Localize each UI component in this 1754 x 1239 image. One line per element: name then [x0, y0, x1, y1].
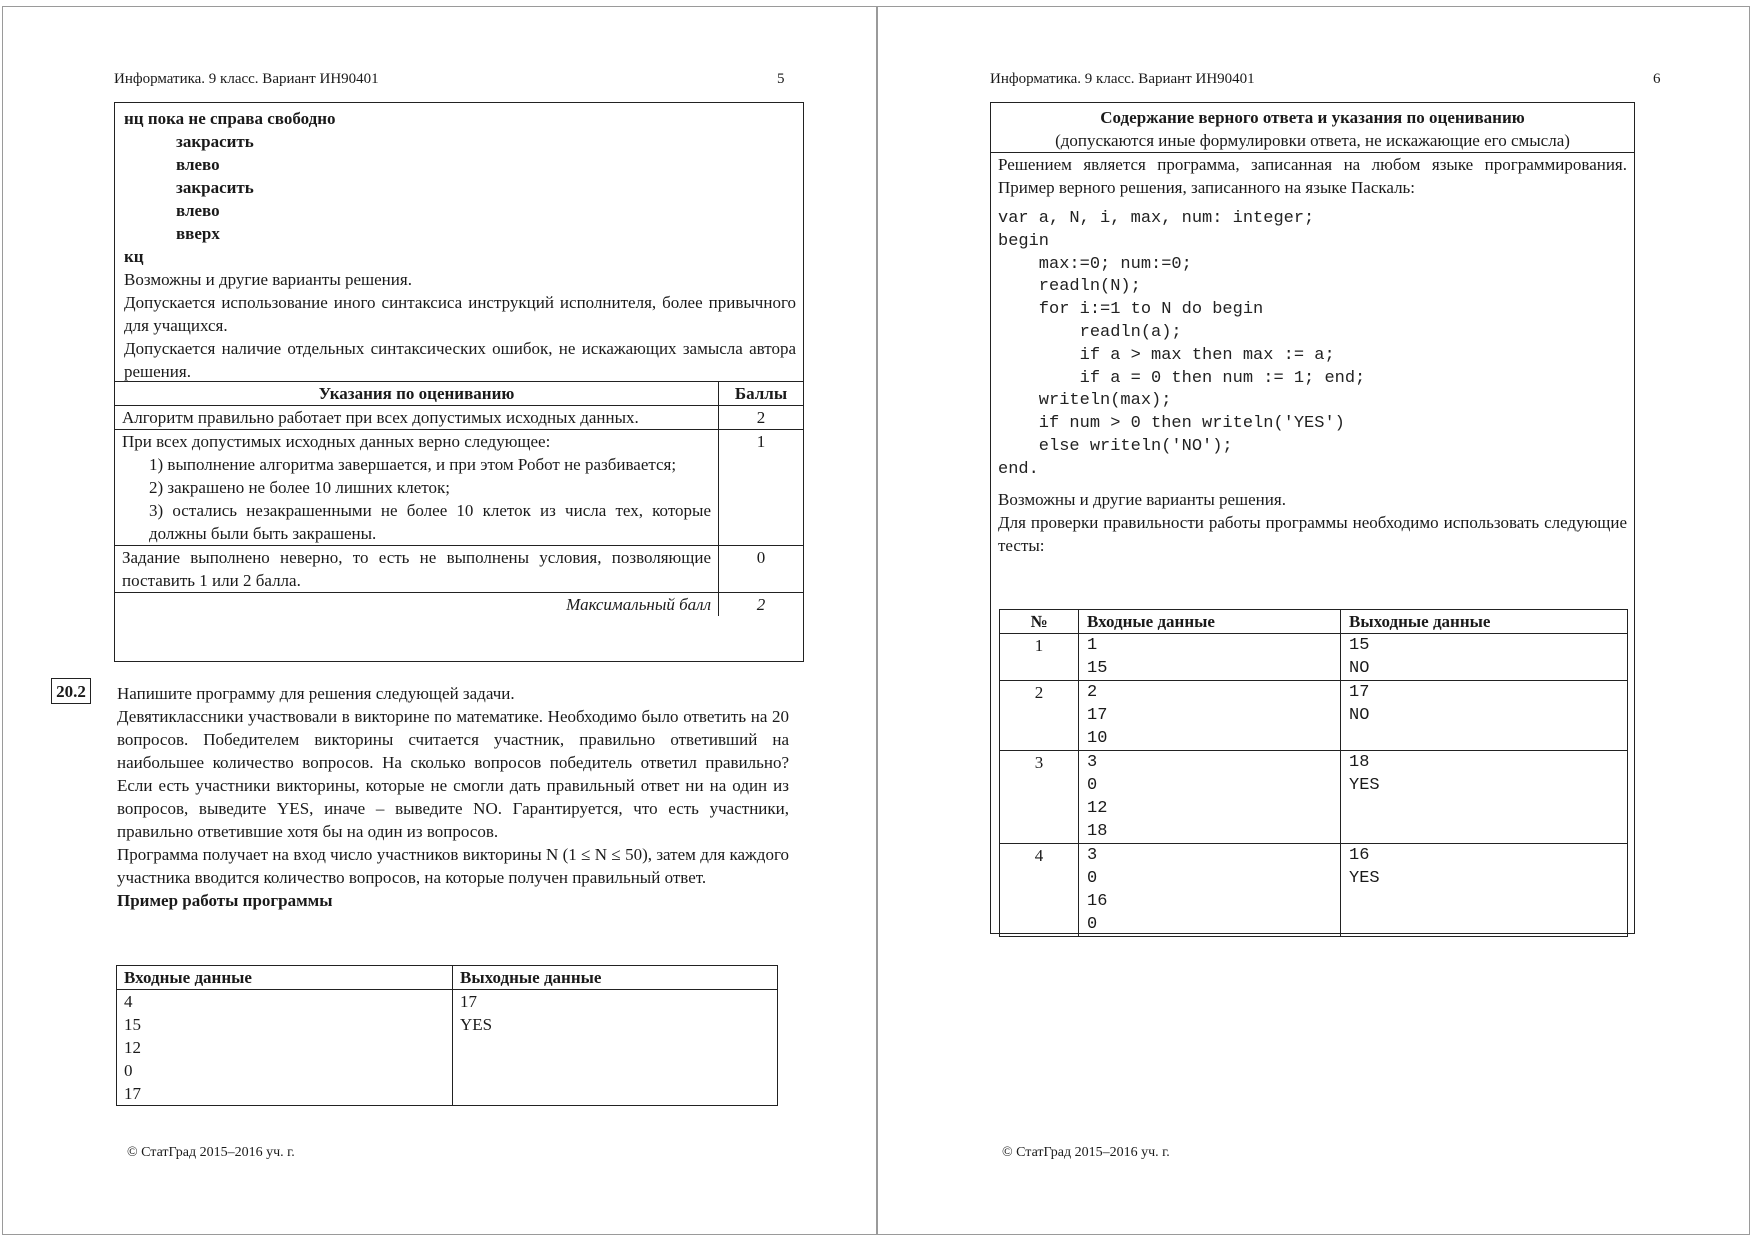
criteria-item: 3) остались незакрашенными не более 10 клеток из числа тех, которые должны были быть закрашены.	[149, 501, 711, 543]
criteria-points: 1	[719, 430, 804, 546]
test-output: 16 YES	[1341, 844, 1628, 937]
task-input-spec: Программа получает на вход число участников викторины N (1 ≤ N ≤ 50), затем для каждого участника вводится количество вопросов, на которые получен правильный ответ.	[117, 845, 789, 887]
example-input-cell: 4	[124, 992, 133, 1011]
example-io-table	[116, 965, 778, 1106]
example-output-cell	[453, 1036, 778, 1059]
example-input-cell: 15	[124, 1015, 141, 1034]
example-output-cell	[453, 1082, 778, 1106]
test-output: 18 YES	[1341, 751, 1628, 844]
example-output-header: Выходные данные	[453, 966, 778, 990]
example-input-cell: 17	[124, 1084, 141, 1103]
criteria-points: 2	[719, 406, 804, 430]
solution-continuation-box	[114, 102, 804, 662]
table-row	[1000, 751, 1628, 844]
criteria-text: Задание выполнено неверно, то есть не выполнены условия, позволяющие поставить 1 или 2 балла.	[115, 546, 719, 593]
tests-input-header: Входные данные	[1079, 610, 1341, 634]
criteria-header-points: Баллы	[719, 382, 804, 406]
table-row	[117, 990, 778, 1014]
answer-title: Содержание верного ответа и указания по оцениванию	[1100, 108, 1525, 127]
task-number-badge: 20.2	[51, 678, 91, 704]
algorithm-line: влево	[176, 201, 220, 220]
example-input-header: Входные данные	[117, 966, 453, 990]
answer-intro: Решением является программа, записанная на любом языке программирования. Пример верного решения, записанного на языке Паскаль:	[998, 155, 1627, 197]
page-number: 5	[777, 71, 785, 87]
algorithm-line: кц	[124, 247, 144, 266]
example-input-cell: 0	[124, 1061, 133, 1080]
table-row	[1000, 844, 1628, 937]
note-other-solutions: Возможны и другие варианты решения.	[998, 489, 1286, 509]
test-number: 1	[1000, 634, 1079, 681]
example-title: Пример работы программы	[117, 891, 333, 910]
note-tests: Для проверки правильности работы программы необходимо использовать следующие тесты:	[998, 512, 1627, 555]
page-header-title: Информатика. 9 класс. Вариант ИН90401	[114, 71, 379, 87]
note-syntax: Допускается использование иного синтаксиса инструкций исполнителя, более привычного для учащихся.	[124, 293, 796, 335]
table-row	[1000, 681, 1628, 751]
criteria-text: Алгоритм правильно работает при всех допустимых исходных данных.	[115, 406, 719, 430]
answer-subtitle: (допускаются иные формулировки ответа, не искажающие его смысла)	[991, 129, 1634, 153]
table-row	[117, 1082, 778, 1106]
table-row	[117, 1036, 778, 1059]
page-number: 6	[1653, 71, 1661, 87]
task-intro: Напишите программу для решения следующей задачи.	[117, 684, 515, 703]
test-input: 1 15	[1079, 634, 1341, 681]
note-other-solutions: Возможны и другие варианты решения.	[124, 270, 412, 289]
example-input-cell: 12	[124, 1038, 141, 1057]
test-number: 4	[1000, 844, 1079, 937]
pascal-code: var a, N, i, max, num: integer; begin max:=0; num:=0; readln(N); for i:=1 to N do begin readln(a); if a > max then max := a; if a = 0 then num := 1; end; writeln(max); if num > 0 then writeln('YES') else writeln('NO'); end.	[998, 209, 1366, 479]
algorithm-line: закрасить	[176, 178, 254, 197]
algorithm-line: закрасить	[176, 132, 254, 151]
algorithm-listing	[124, 107, 796, 268]
algorithm-line: нц пока не справа свободно	[124, 109, 336, 128]
algorithm-line: влево	[176, 155, 220, 174]
copyright-footer: © СтатГрад 2015–2016 уч. г.	[127, 1145, 295, 1160]
right-page	[877, 6, 1750, 1235]
table-row	[117, 1059, 778, 1082]
copyright-footer: © СтатГрад 2015–2016 уч. г.	[1002, 1145, 1170, 1160]
note-errors: Допускается наличие отдельных синтаксических ошибок, не искажающих замысла автора решения.	[124, 339, 796, 381]
grading-criteria-table	[115, 381, 803, 616]
example-output-cell: 17	[453, 990, 778, 1014]
tests-table	[999, 609, 1628, 937]
example-output-cell: YES	[453, 1013, 778, 1036]
left-page	[2, 6, 877, 1235]
criteria-row	[115, 546, 803, 593]
test-number: 3	[1000, 751, 1079, 844]
task-description: Девятиклассники участвовали в викторине по математике. Необходимо было ответить на 20 вопросов. Победителем викторины считается участник, правильно ответивший на наибольшее количество вопросов. На сколько вопросов победитель ответил правильно? Если есть участники викторины, которые не смогли дать правильный ответ ни на один из вопросов, выведите YES, иначе – выведите NO. Гарантируется, что есть участники, правильно ответившие хотя бы на один из вопросов.	[117, 707, 789, 841]
task-statement	[117, 682, 789, 912]
max-score-label: Максимальный балл	[115, 593, 719, 617]
max-score-value: 2	[719, 593, 804, 617]
criteria-row	[115, 406, 803, 430]
table-row	[117, 1013, 778, 1036]
test-input: 3 0 16 0	[1079, 844, 1341, 937]
page-header-title: Информатика. 9 класс. Вариант ИН90401	[990, 71, 1255, 87]
criteria-points: 0	[719, 546, 804, 593]
test-input: 3 0 12 18	[1079, 751, 1341, 844]
criteria-header-label: Указания по оцениванию	[115, 382, 719, 406]
test-input: 2 17 10	[1079, 681, 1341, 751]
test-output: 17 NO	[1341, 681, 1628, 751]
criteria-max-row	[115, 593, 803, 617]
criteria-item: 2) закрашено не более 10 лишних клеток;	[149, 478, 450, 497]
tests-output-header: Выходные данные	[1341, 610, 1628, 634]
test-output: 15 NO	[1341, 634, 1628, 681]
algorithm-line: вверх	[176, 224, 220, 243]
criteria-text: При всех допустимых исходных данных верно следующее:	[122, 432, 551, 451]
answer-box	[990, 102, 1635, 934]
example-output-cell	[453, 1059, 778, 1082]
criteria-item: 1) выполнение алгоритма завершается, и при этом Робот не разбивается;	[149, 455, 677, 474]
table-row	[1000, 634, 1628, 681]
criteria-row	[115, 430, 803, 546]
tests-num-header: №	[1000, 610, 1079, 634]
test-number: 2	[1000, 681, 1079, 751]
